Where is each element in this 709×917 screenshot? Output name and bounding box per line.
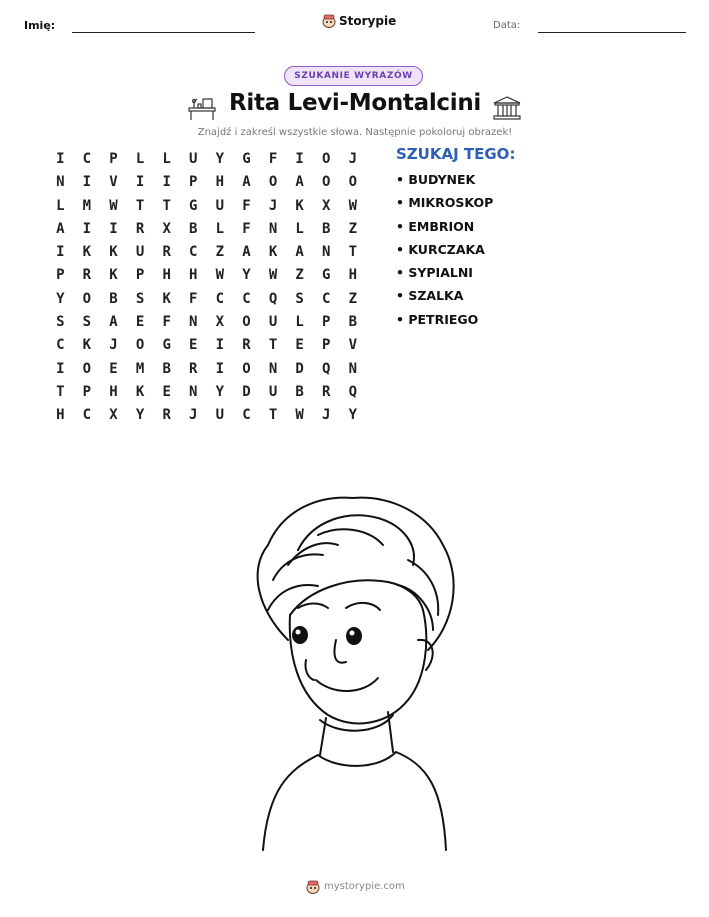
grid-cell[interactable]: I [295,151,304,167]
grid-cell[interactable]: U [215,197,225,214]
grid-cell[interactable]: W [268,267,278,284]
grid-cell[interactable]: V [348,337,358,354]
category-badge: SZUKANIE WYRAZÓW [284,66,423,86]
grid-cell[interactable]: W [109,197,118,214]
grid-cell[interactable]: I [56,151,65,167]
grid-cell[interactable]: K [135,383,145,400]
page-title: Rita Levi-Montalcini [228,90,482,116]
grid-cell[interactable]: O [242,360,251,377]
grid-cell[interactable]: P [135,267,145,284]
word-list-title: SZUKAJ TEGO: [396,145,516,163]
grid-cell[interactable]: O [82,290,92,307]
grid-cell[interactable]: O [242,314,251,331]
grid-cell[interactable]: Q [348,383,358,400]
grid-cell[interactable]: F [268,151,278,167]
grid-cell[interactable]: M [135,360,145,377]
grid-cell[interactable]: T [268,407,278,424]
grid-cell[interactable]: U [189,151,198,167]
word-list-item: • SZALKA [396,288,464,304]
grid-cell[interactable]: I [215,360,225,377]
grid-cell[interactable]: R [189,360,198,377]
grid-cell[interactable]: R [322,383,331,400]
grid-cell[interactable]: G [242,151,251,167]
grid-cell[interactable]: Z [295,267,304,284]
grid-cell[interactable]: K [109,267,118,284]
rita-levi-montalcini-illustration [228,490,478,855]
footer [306,879,405,894]
instructions: Znajdź i zakreśl wszystkie słowa. Następnie pokoloruj obrazek! [197,127,513,138]
grid-cell[interactable]: Y [135,407,145,424]
grid-cell[interactable]: A [242,174,251,191]
grid-cell[interactable]: B [162,360,171,377]
grid-cell[interactable]: A [56,220,65,237]
grid-cell[interactable]: I [215,337,225,354]
word-list-item: • MIKROSKOP [396,195,494,211]
grid-cell[interactable]: K [295,197,304,214]
grid-cell[interactable]: L [295,314,304,331]
grid-cell[interactable]: J [109,337,118,354]
grid-cell[interactable]: J [348,151,358,167]
grid-cell[interactable]: B [295,383,304,400]
grid-cell[interactable]: K [109,244,118,261]
grid-cell[interactable]: I [109,220,118,237]
grid-cell[interactable]: W [348,197,358,214]
grid-cell[interactable]: P [82,383,92,400]
grid-cell[interactable]: W [295,407,304,424]
grid-cell[interactable]: N [268,220,278,237]
name-label: Imię: [24,19,56,32]
brand-logo [322,13,396,28]
storypie-mascot-icon [306,879,320,894]
grid-cell[interactable]: C [242,290,251,307]
grid-cell[interactable]: R [82,267,92,284]
date-label: Data: [493,20,521,31]
grid-cell[interactable]: H [109,383,118,400]
grid-cell[interactable]: I [162,174,171,191]
grid-cell[interactable]: Y [348,407,358,424]
grid-cell[interactable]: L [56,197,65,214]
grid-cell[interactable]: O [322,151,331,167]
word-list [396,172,493,335]
grid-cell[interactable]: A [295,244,304,261]
grid-cell[interactable]: S [56,314,65,331]
grid-cell[interactable]: C [56,337,65,354]
grid-cell[interactable]: U [215,407,225,424]
grid-cell[interactable]: C [215,290,225,307]
grid-cell[interactable]: H [348,267,358,284]
grid-cell[interactable]: G [162,337,171,354]
grid-cell[interactable]: C [82,151,92,167]
grid-cell[interactable]: G [189,197,198,214]
grid-cell[interactable]: Q [322,360,331,377]
grid-cell[interactable]: Z [215,244,225,261]
name-line [72,32,255,33]
grid-cell[interactable]: L [215,220,225,237]
grid-cell[interactable]: W [215,267,225,284]
grid-cell[interactable]: H [162,267,171,284]
date-line [538,32,686,33]
grid-cell[interactable]: F [242,220,251,237]
grid-cell[interactable]: L [135,151,145,167]
grid-cell[interactable]: R [242,337,251,354]
grid-cell[interactable]: N [348,360,358,377]
grid-cell[interactable]: L [295,220,304,237]
grid-cell[interactable]: I [82,220,92,237]
grid-cell[interactable]: S [295,290,304,307]
grid-cell[interactable]: P [109,151,118,167]
grid-cell[interactable]: R [162,407,171,424]
grid-cell[interactable]: Z [348,220,358,237]
grid-cell[interactable]: E [162,383,171,400]
word-search-grid [47,148,366,428]
grid-cell[interactable]: C [242,407,251,424]
grid-cell[interactable]: X [322,197,331,214]
grid-cell[interactable]: O [82,360,92,377]
grid-cell[interactable]: I [56,360,65,377]
grid-cell[interactable]: N [322,244,331,261]
grid-cell[interactable]: P [189,174,198,191]
grid-cell[interactable]: F [242,197,251,214]
word-list-item: • BUDYNEK [396,172,476,187]
grid-cell[interactable]: H [189,267,198,284]
grid-cell[interactable]: U [268,383,278,400]
grid-cell[interactable]: J [189,407,198,424]
grid-cell[interactable]: X [109,407,118,424]
grid-cell[interactable]: T [162,197,171,214]
grid-cell[interactable]: K [82,337,92,354]
grid-cell[interactable]: Z [348,290,358,307]
grid-cell[interactable]: S [82,314,92,331]
grid-cell[interactable]: A [295,174,304,191]
grid-cell[interactable]: I [82,174,92,191]
word-list-item: • SYPIALNI [396,265,473,281]
grid-cell[interactable]: L [162,151,171,167]
grid-cell[interactable]: X [215,314,225,331]
grid-cell[interactable]: M [82,197,92,214]
grid-cell[interactable]: B [322,220,331,237]
grid-cell[interactable]: D [295,360,304,377]
grid-cell[interactable]: I [56,244,65,261]
grid-cell[interactable]: V [109,174,118,191]
word-list-item: • KURCZAKA [396,241,485,257]
word-list-item: • PETRIEGO [396,311,479,327]
grid-cell[interactable]: E [109,360,118,377]
grid-cell[interactable]: H [56,407,65,424]
grid-cell[interactable]: P [322,314,331,331]
grid-cell[interactable]: O [268,174,278,191]
grid-cell[interactable]: Y [242,267,251,284]
grid-cell[interactable]: O [322,174,331,191]
grid-cell[interactable]: I [135,174,145,191]
grid-cell[interactable]: R [162,244,171,261]
grid-cell[interactable]: T [56,383,65,400]
grid-cell[interactable]: A [109,314,118,331]
grid-cell[interactable]: C [322,290,331,307]
footer-url[interactable]: mystorypie.com [324,881,405,892]
word-list-item: • EMBRION [396,218,475,234]
grid-cell[interactable]: K [162,290,171,307]
grid-cell[interactable]: T [348,244,358,261]
grid-cell[interactable]: X [162,220,171,237]
grid-cell[interactable]: Y [215,151,225,167]
grid-cell[interactable]: G [322,267,331,284]
grid-cell[interactable]: D [242,383,251,400]
grid-cell[interactable]: J [322,407,331,424]
grid-cell[interactable]: B [189,220,198,237]
grid-cell[interactable]: N [189,383,198,400]
grid-cell[interactable]: Q [268,290,278,307]
grid-cell[interactable]: P [56,267,65,284]
storypie-mascot-icon [322,13,336,28]
brand-name: Storypie [339,13,397,28]
grid-cell[interactable]: O [348,174,358,191]
grid-cell[interactable]: T [135,197,145,214]
grid-cell[interactable]: E [135,314,145,331]
grid-cell[interactable]: P [322,337,331,354]
grid-cell[interactable]: Y [215,383,225,400]
grid-cell[interactable]: Y [56,290,65,307]
grid-cell[interactable]: K [82,244,92,261]
grid-cell[interactable]: E [295,337,304,354]
grid-cell[interactable]: U [268,314,278,331]
grid-cell[interactable]: C [189,244,198,261]
grid-cell[interactable]: B [348,314,358,331]
grid-cell[interactable]: N [189,314,198,331]
grid-cell[interactable]: N [56,174,65,191]
grid-cell[interactable]: U [135,244,145,261]
building-icon [492,95,522,121]
grid-cell[interactable]: F [189,290,198,307]
grid-cell[interactable]: N [268,360,278,377]
grid-cell[interactable]: E [189,337,198,354]
grid-cell[interactable]: T [268,337,278,354]
grid-cell[interactable]: J [268,197,278,214]
grid-cell[interactable]: B [109,290,118,307]
grid-cell[interactable]: F [162,314,171,331]
grid-cell[interactable]: R [135,220,145,237]
grid-cell[interactable]: S [135,290,145,307]
grid-cell[interactable]: O [135,337,145,354]
grid-cell[interactable]: A [242,244,251,261]
grid-cell[interactable]: H [215,174,225,191]
grid-cell[interactable]: C [82,407,92,424]
grid-cell[interactable]: K [268,244,278,261]
